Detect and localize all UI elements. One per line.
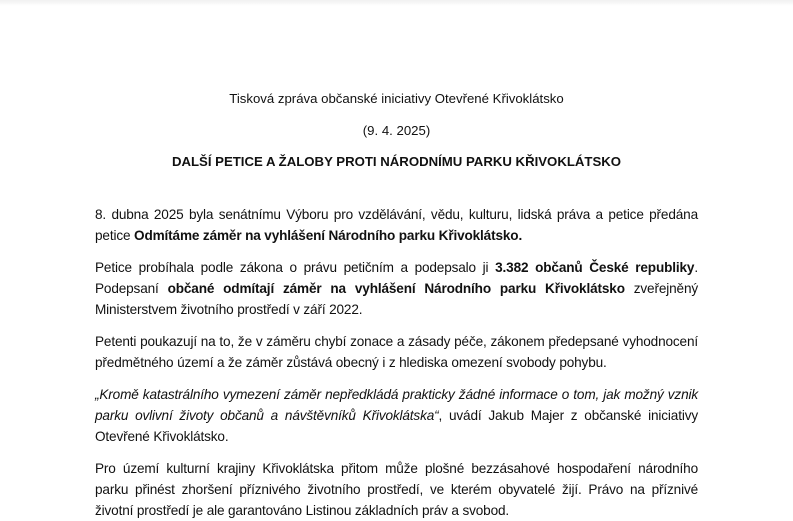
quote-attribution: , uvádí Jakub Majer z občanské iniciativy Otevřené Křivoklátsko. bbox=[95, 408, 698, 444]
document-page bbox=[95, 88, 698, 521]
paragraph-quote bbox=[95, 384, 698, 447]
signature-count: 3.382 občanů České republiky bbox=[495, 260, 695, 275]
quote-text: „Kromě katastrálního vymezení záměr nepředkládá prakticky žádné informace o tom, jak možný vznik parku ovlivní životy občanů a návštěvníků Křivoklátska“ bbox=[95, 387, 698, 423]
press-release-subtitle: Tisková zpráva občanské iniciativy Otevřené Křivoklátsko bbox=[229, 91, 564, 106]
text: Petice probíhala podle zákona o právu petičním a podepsalo ji bbox=[95, 260, 496, 275]
viewer-top-shadow bbox=[0, 0, 793, 6]
paragraph-environment: Pro území kulturní krajiny Křivoklátska přitom může plošné bezzásahové hospodaření národního parku přinést zhoršení příznivého životního prostředí, ve kterém obyvatelé žijí. Právo na příznivé životní prostředí je ale garantováno Listinou základních práv a svobod. bbox=[95, 461, 698, 518]
paragraph-petition-submitted bbox=[95, 204, 698, 246]
citizens-refuse: občané odmítají záměr na vyhlášení Národního parku Křivoklátsko bbox=[167, 281, 625, 296]
paragraph-petition-signatures bbox=[95, 257, 698, 320]
text: 8. dubna 2025 byla senátnímu Výboru pro vzdělávání, vědu, kulturu, lidská práva a petice předána petice bbox=[95, 207, 698, 243]
petition-title: Odmítáme záměr na vyhlášení Národního parku Křivoklátsko. bbox=[134, 228, 523, 243]
text: zveřejněný Ministerstvem životního prostředí v září 2022. bbox=[95, 281, 698, 317]
text: . Podepsaní bbox=[95, 260, 698, 296]
press-release-headline: DALŠÍ PETICE A ŽALOBY PROTI NÁRODNÍMU PARKU KŘIVOKLÁTSKO bbox=[171, 154, 622, 169]
press-release-date: (9. 4. 2025) bbox=[362, 123, 431, 138]
paragraph-petitioners-point-out: Petenti poukazují na to, že v záměru chybí zonace a zásady péče, zákonem předepsané vyhodnocení předmětného území a že záměr zůstává obecný i z hlediska omezení svobody pohybu. bbox=[95, 334, 698, 370]
